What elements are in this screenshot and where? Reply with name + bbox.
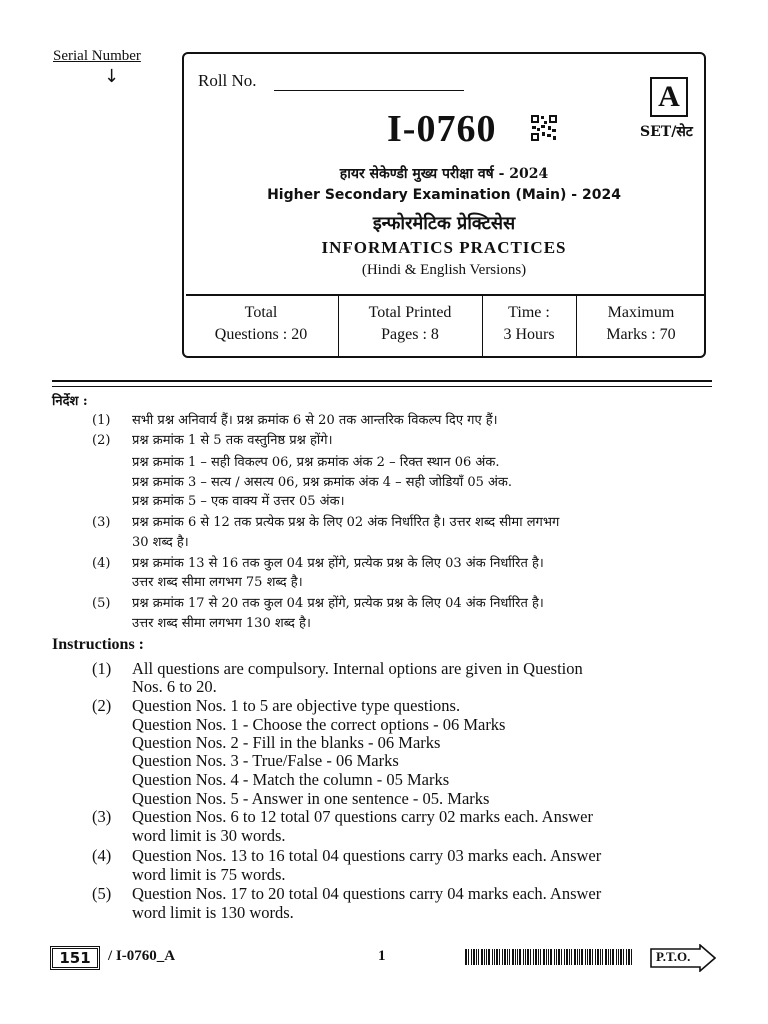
serial-number-label: Serial Number <box>53 48 141 64</box>
roll-no-label: Roll No. <box>198 71 257 90</box>
info-label: Time : <box>508 304 550 321</box>
info-value: Questions : 20 <box>214 326 308 343</box>
info-label: Maximum <box>607 304 675 321</box>
qr-code-icon <box>530 114 558 142</box>
item-number: (5) <box>92 596 111 611</box>
info-separator <box>338 294 339 356</box>
english-instructions-heading: Instructions : <box>52 636 145 653</box>
info-value: 3 Hours <box>503 326 555 343</box>
paper-code: I-0760 <box>387 108 497 150</box>
item-line: Question Nos. 13 to 16 total 04 questions carry 03 marks each. Answer <box>132 846 602 865</box>
footer-code-box: 151 <box>50 946 100 970</box>
footer-paper-code: / I-0760_A <box>108 948 176 964</box>
item-number: (3) <box>92 807 112 826</box>
item-number: (1) <box>92 659 112 678</box>
page-number: 1 <box>378 948 386 964</box>
exam-title-hindi: हायर सेकेण्डी मुख्य परीक्षा वर्ष - 2024 <box>339 166 549 182</box>
info-label: Total Printed <box>368 304 452 321</box>
item-line: word limit is 130 words. <box>132 903 294 922</box>
item-line: प्रश्न क्रमांक 5 – एक वाक्य में उत्तर 05 अंक। <box>132 494 345 509</box>
info-label: Total <box>244 304 278 321</box>
hindi-instructions-heading: निर्देश : <box>52 394 88 409</box>
barcode-icon <box>465 949 635 965</box>
item-line: Question Nos. 17 to 20 total 04 questions carry 04 marks each. Answer <box>132 884 602 903</box>
item-line: Question Nos. 1 - Choose the correct options - 06 Marks <box>132 715 506 734</box>
info-separator <box>576 294 577 356</box>
down-arrow-icon: ↓ <box>104 66 120 87</box>
subject-title-hindi: इन्फोरमेटिक प्रेक्टिसेस <box>372 213 516 234</box>
item-number: (2) <box>92 433 111 448</box>
item-line: प्रश्न क्रमांक 13 से 16 तक कुल 04 प्रश्न होंगे, प्रत्येक प्रश्न के लिए 03 अंक निर्धारित है। <box>132 556 544 571</box>
item-line: प्रश्न क्रमांक 17 से 20 तक कुल 04 प्रश्न होंगे, प्रत्येक प्रश्न के लिए 04 अंक निर्धारित है। <box>132 596 544 611</box>
item-line: word limit is 30 words. <box>132 826 286 845</box>
item-line: Question Nos. 1 to 5 are objective type questions. <box>132 696 461 715</box>
info-value: Pages : 8 <box>381 326 439 343</box>
info-time <box>484 302 574 346</box>
item-line: प्रश्न क्रमांक 3 – सत्य / असत्य 06, प्रश्न क्रमांक अंक 4 – सही जोडियाँ 05 अंक. <box>132 475 513 490</box>
item-line: प्रश्न क्रमांक 1 – सही विकल्प 06, प्रश्न क्रमांक अंक 2 – रिक्त स्थान 06 अंक. <box>132 455 500 470</box>
item-number: (5) <box>92 884 112 903</box>
item-line: उत्तर शब्द सीमा लगभग 75 शब्द है। <box>132 575 303 590</box>
item-line: All questions are compulsory. Internal options are given in Question <box>132 659 583 678</box>
item-line: Nos. 6 to 20. <box>132 677 217 696</box>
item-line: सभी प्रश्न अनिवार्य हैं। प्रश्न क्रमांक 6 से 20 तक आन्तरिक विकल्प दिए गए हैं। <box>132 413 498 428</box>
item-line: Question Nos. 3 - True/False - 06 Marks <box>132 751 399 770</box>
item-number: (4) <box>92 556 111 571</box>
info-value: Marks : 70 <box>606 326 676 343</box>
item-line: Question Nos. 5 - Answer in one sentence - 05. Marks <box>132 789 490 808</box>
item-number: (2) <box>92 696 112 715</box>
set-letter-box: A <box>650 77 688 117</box>
item-number: (3) <box>92 515 111 530</box>
info-total-questions <box>186 302 336 346</box>
subject-title-english: INFORMATICS PRACTICES <box>321 238 567 257</box>
info-divider <box>186 294 704 296</box>
item-line: 30 शब्द है। <box>132 535 189 550</box>
item-line: Question Nos. 2 - Fill in the blanks - 06 Marks <box>132 733 441 752</box>
roll-no-field[interactable] <box>274 90 464 91</box>
item-line: Question Nos. 6 to 12 total 07 questions carry 02 marks each. Answer <box>132 807 594 826</box>
item-number: (4) <box>92 846 112 865</box>
item-line: word limit is 75 words. <box>132 865 286 884</box>
divider-rule <box>52 386 712 387</box>
item-line: प्रश्न क्रमांक 1 से 5 तक वस्तुनिष्ठ प्रश्न होंगे। <box>132 433 333 448</box>
set-label: SET/सेट <box>640 124 693 140</box>
versions-note: (Hindi & English Versions) <box>361 262 527 278</box>
info-total-pages <box>340 302 480 346</box>
info-maximum-marks <box>578 302 704 346</box>
exam-title-english: Higher Secondary Examination (Main) - 2024 <box>267 187 621 203</box>
item-line: Question Nos. 4 - Match the column - 05 Marks <box>132 770 450 789</box>
item-number: (1) <box>92 413 111 428</box>
divider-rule <box>52 380 712 382</box>
pto-label: P.T.O. <box>656 949 691 964</box>
item-line: प्रश्न क्रमांक 6 से 12 तक प्रत्येक प्रश्न के लिए 02 अंक निर्धारित है। उत्तर शब्द सीमा लगभग <box>132 515 560 530</box>
item-line: उत्तर शब्द सीमा लगभग 130 शब्द है। <box>132 616 311 631</box>
info-separator <box>482 294 483 356</box>
